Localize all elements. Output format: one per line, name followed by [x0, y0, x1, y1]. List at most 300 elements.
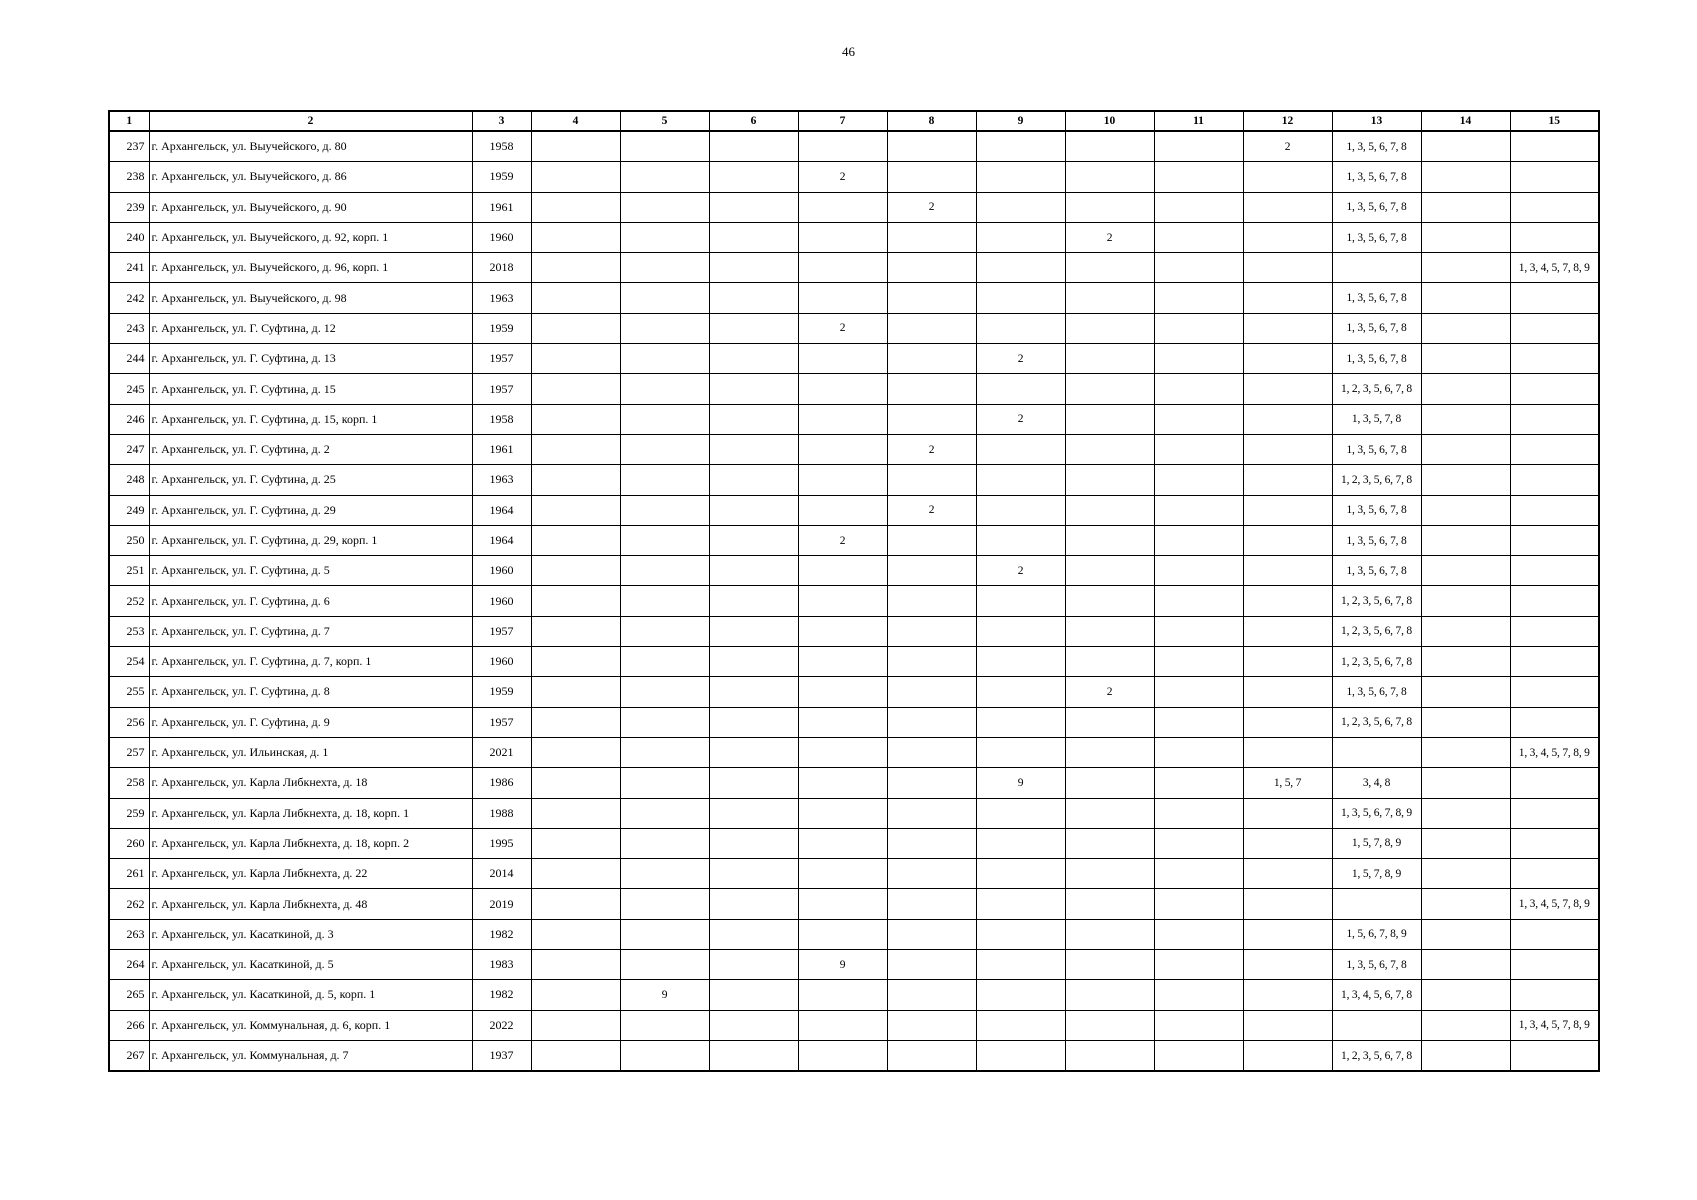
column-12-cell — [1243, 556, 1332, 586]
column-5-cell: 9 — [620, 980, 709, 1010]
column-13-cell: 1, 3, 5, 6, 7, 8 — [1332, 495, 1421, 525]
column-11-cell — [1154, 495, 1243, 525]
column-5-cell — [620, 768, 709, 798]
table-row — [109, 222, 1599, 252]
column-14-cell — [1421, 525, 1510, 555]
column-15-cell — [1510, 616, 1599, 646]
column-13-cell: 1, 3, 5, 6, 7, 8 — [1332, 525, 1421, 555]
column-7-cell — [798, 798, 887, 828]
column-7-cell — [798, 495, 887, 525]
column-10-cell — [1065, 283, 1154, 313]
column-12-cell — [1243, 1010, 1332, 1040]
column-10-cell — [1065, 737, 1154, 767]
column-10-cell — [1065, 434, 1154, 464]
year-cell: 1957 — [472, 344, 531, 374]
column-13-cell: 1, 3, 5, 6, 7, 8 — [1332, 131, 1421, 162]
table-row — [109, 434, 1599, 464]
column-9-cell: 2 — [976, 556, 1065, 586]
column-header-14: 14 — [1421, 111, 1510, 131]
column-4-cell — [531, 980, 620, 1010]
column-12-cell — [1243, 1040, 1332, 1071]
year-cell: 2022 — [472, 1010, 531, 1040]
column-13-cell: 1, 2, 3, 5, 6, 7, 8 — [1332, 465, 1421, 495]
row-number-cell: 253 — [109, 616, 149, 646]
column-12-cell — [1243, 374, 1332, 404]
column-10-cell — [1065, 192, 1154, 222]
column-14-cell — [1421, 828, 1510, 858]
column-5-cell — [620, 313, 709, 343]
column-7-cell — [798, 707, 887, 737]
column-7-cell — [798, 192, 887, 222]
column-15-cell — [1510, 344, 1599, 374]
column-12-cell — [1243, 162, 1332, 192]
column-13-cell: 1, 2, 3, 5, 6, 7, 8 — [1332, 586, 1421, 616]
column-12-cell — [1243, 495, 1332, 525]
column-9-cell — [976, 950, 1065, 980]
column-12-cell — [1243, 344, 1332, 374]
column-11-cell — [1154, 828, 1243, 858]
column-11-cell — [1154, 344, 1243, 374]
address-cell: г. Архангельск, ул. Коммунальная, д. 7 — [149, 1040, 472, 1071]
column-9-cell — [976, 616, 1065, 646]
address-cell: г. Архангельск, ул. Г. Суфтина, д. 29 — [149, 495, 472, 525]
column-7-cell — [798, 768, 887, 798]
column-8-cell — [887, 768, 976, 798]
column-8-cell — [887, 1010, 976, 1040]
column-15-cell — [1510, 465, 1599, 495]
column-13-cell: 1, 3, 5, 6, 7, 8 — [1332, 556, 1421, 586]
column-header-3: 3 — [472, 111, 531, 131]
column-12-cell — [1243, 283, 1332, 313]
column-11-cell — [1154, 404, 1243, 434]
column-5-cell — [620, 404, 709, 434]
column-6-cell — [709, 919, 798, 949]
column-8-cell: 2 — [887, 434, 976, 464]
column-9-cell — [976, 919, 1065, 949]
column-5-cell — [620, 283, 709, 313]
column-15-cell — [1510, 404, 1599, 434]
column-15-cell — [1510, 495, 1599, 525]
table-row — [109, 283, 1599, 313]
column-13-cell: 1, 3, 5, 6, 7, 8, 9 — [1332, 798, 1421, 828]
column-4-cell — [531, 313, 620, 343]
column-4-cell — [531, 131, 620, 162]
column-4-cell — [531, 495, 620, 525]
year-cell: 2019 — [472, 889, 531, 919]
column-15-cell — [1510, 980, 1599, 1010]
year-cell: 1960 — [472, 647, 531, 677]
table-row — [109, 465, 1599, 495]
column-14-cell — [1421, 768, 1510, 798]
column-11-cell — [1154, 889, 1243, 919]
column-11-cell — [1154, 434, 1243, 464]
column-5-cell — [620, 131, 709, 162]
column-11-cell — [1154, 1010, 1243, 1040]
column-6-cell — [709, 889, 798, 919]
row-number-cell: 237 — [109, 131, 149, 162]
column-5-cell — [620, 859, 709, 889]
column-13-cell — [1332, 737, 1421, 767]
address-cell: г. Архангельск, ул. Выучейского, д. 98 — [149, 283, 472, 313]
column-6-cell — [709, 586, 798, 616]
column-13-cell: 1, 2, 3, 5, 6, 7, 8 — [1332, 647, 1421, 677]
column-6-cell — [709, 798, 798, 828]
year-cell: 1959 — [472, 677, 531, 707]
column-15-cell — [1510, 374, 1599, 404]
column-5-cell — [620, 434, 709, 464]
column-11-cell — [1154, 313, 1243, 343]
column-14-cell — [1421, 465, 1510, 495]
column-8-cell — [887, 344, 976, 374]
row-number-cell: 255 — [109, 677, 149, 707]
column-11-cell — [1154, 737, 1243, 767]
column-5-cell — [620, 889, 709, 919]
column-7-cell — [798, 889, 887, 919]
column-14-cell — [1421, 253, 1510, 283]
column-8-cell — [887, 162, 976, 192]
column-10-cell — [1065, 313, 1154, 343]
column-11-cell — [1154, 374, 1243, 404]
column-14-cell — [1421, 1040, 1510, 1071]
table-row — [109, 1010, 1599, 1040]
column-4-cell — [531, 253, 620, 283]
address-cell: г. Архангельск, ул. Выучейского, д. 92, корп. 1 — [149, 222, 472, 252]
column-14-cell — [1421, 344, 1510, 374]
column-8-cell: 2 — [887, 192, 976, 222]
column-6-cell — [709, 1040, 798, 1071]
column-10-cell: 2 — [1065, 222, 1154, 252]
column-11-cell — [1154, 950, 1243, 980]
column-7-cell — [798, 859, 887, 889]
column-7-cell — [798, 737, 887, 767]
column-4-cell — [531, 344, 620, 374]
year-cell: 1988 — [472, 798, 531, 828]
column-14-cell — [1421, 313, 1510, 343]
column-15-cell — [1510, 828, 1599, 858]
column-10-cell: 2 — [1065, 677, 1154, 707]
column-6-cell — [709, 495, 798, 525]
column-10-cell — [1065, 344, 1154, 374]
column-10-cell — [1065, 525, 1154, 555]
column-15-cell: 1, 3, 4, 5, 7, 8, 9 — [1510, 253, 1599, 283]
column-5-cell — [620, 495, 709, 525]
column-4-cell — [531, 192, 620, 222]
column-7-cell — [798, 283, 887, 313]
row-number-cell: 264 — [109, 950, 149, 980]
year-cell: 1983 — [472, 950, 531, 980]
column-4-cell — [531, 889, 620, 919]
column-15-cell — [1510, 525, 1599, 555]
table-row — [109, 586, 1599, 616]
column-4-cell — [531, 1040, 620, 1071]
row-number-cell: 249 — [109, 495, 149, 525]
column-14-cell — [1421, 980, 1510, 1010]
column-12-cell — [1243, 707, 1332, 737]
column-13-cell: 1, 5, 7, 8, 9 — [1332, 828, 1421, 858]
column-11-cell — [1154, 162, 1243, 192]
column-9-cell — [976, 222, 1065, 252]
column-8-cell — [887, 283, 976, 313]
table-row — [109, 980, 1599, 1010]
column-15-cell: 1, 3, 4, 5, 7, 8, 9 — [1510, 737, 1599, 767]
column-4-cell — [531, 404, 620, 434]
column-10-cell — [1065, 707, 1154, 737]
column-11-cell — [1154, 919, 1243, 949]
column-13-cell — [1332, 889, 1421, 919]
column-13-cell: 1, 2, 3, 5, 6, 7, 8 — [1332, 707, 1421, 737]
column-11-cell — [1154, 586, 1243, 616]
address-cell: г. Архангельск, ул. Г. Суфтина, д. 8 — [149, 677, 472, 707]
column-7-cell — [798, 919, 887, 949]
row-number-cell: 252 — [109, 586, 149, 616]
address-cell: г. Архангельск, ул. Г. Суфтина, д. 13 — [149, 344, 472, 374]
column-header-7: 7 — [798, 111, 887, 131]
column-5-cell — [620, 1010, 709, 1040]
address-cell: г. Архангельск, ул. Г. Суфтина, д. 15, корп. 1 — [149, 404, 472, 434]
table-row — [109, 344, 1599, 374]
column-9-cell — [976, 495, 1065, 525]
column-8-cell — [887, 859, 976, 889]
column-9-cell: 9 — [976, 768, 1065, 798]
column-13-cell: 3, 4, 8 — [1332, 768, 1421, 798]
column-11-cell — [1154, 556, 1243, 586]
column-15-cell — [1510, 919, 1599, 949]
column-10-cell — [1065, 495, 1154, 525]
column-14-cell — [1421, 131, 1510, 162]
column-12-cell: 1, 5, 7 — [1243, 768, 1332, 798]
year-cell: 1960 — [472, 556, 531, 586]
row-number-cell: 248 — [109, 465, 149, 495]
column-10-cell — [1065, 374, 1154, 404]
column-14-cell — [1421, 1010, 1510, 1040]
column-14-cell — [1421, 162, 1510, 192]
column-9-cell — [976, 737, 1065, 767]
column-13-cell: 1, 2, 3, 5, 6, 7, 8 — [1332, 374, 1421, 404]
address-cell: г. Архангельск, ул. Карла Либкнехта, д. 18, корп. 1 — [149, 798, 472, 828]
column-11-cell — [1154, 859, 1243, 889]
column-14-cell — [1421, 798, 1510, 828]
table-row — [109, 950, 1599, 980]
column-15-cell — [1510, 434, 1599, 464]
column-8-cell — [887, 950, 976, 980]
year-cell: 1963 — [472, 283, 531, 313]
year-cell: 1986 — [472, 768, 531, 798]
column-4-cell — [531, 1010, 620, 1040]
column-13-cell: 1, 3, 5, 6, 7, 8 — [1332, 950, 1421, 980]
column-6-cell — [709, 222, 798, 252]
column-5-cell — [620, 525, 709, 555]
year-cell: 1995 — [472, 828, 531, 858]
column-7-cell — [798, 980, 887, 1010]
address-cell: г. Архангельск, ул. Карла Либкнехта, д. 18 — [149, 768, 472, 798]
address-cell: г. Архангельск, ул. Выучейского, д. 86 — [149, 162, 472, 192]
column-header-8: 8 — [887, 111, 976, 131]
column-header-2: 2 — [149, 111, 472, 131]
column-8-cell — [887, 253, 976, 283]
column-header-11: 11 — [1154, 111, 1243, 131]
column-10-cell — [1065, 768, 1154, 798]
column-9-cell — [976, 859, 1065, 889]
address-cell: г. Архангельск, ул. Г. Суфтина, д. 7, корп. 1 — [149, 647, 472, 677]
table-row — [109, 253, 1599, 283]
column-14-cell — [1421, 434, 1510, 464]
column-7-cell — [798, 647, 887, 677]
column-6-cell — [709, 253, 798, 283]
column-10-cell — [1065, 404, 1154, 434]
column-8-cell: 2 — [887, 495, 976, 525]
address-cell: г. Архангельск, ул. Г. Суфтина, д. 12 — [149, 313, 472, 343]
column-8-cell — [887, 1040, 976, 1071]
column-6-cell — [709, 980, 798, 1010]
address-cell: г. Архангельск, ул. Г. Суфтина, д. 25 — [149, 465, 472, 495]
column-6-cell — [709, 647, 798, 677]
year-cell: 2021 — [472, 737, 531, 767]
column-header-12: 12 — [1243, 111, 1332, 131]
column-11-cell — [1154, 647, 1243, 677]
column-6-cell — [709, 707, 798, 737]
column-8-cell — [887, 616, 976, 646]
column-12-cell: 2 — [1243, 131, 1332, 162]
table-row — [109, 737, 1599, 767]
year-cell: 1960 — [472, 586, 531, 616]
column-12-cell — [1243, 980, 1332, 1010]
column-12-cell — [1243, 616, 1332, 646]
column-6-cell — [709, 313, 798, 343]
header-row — [109, 111, 1599, 131]
column-5-cell — [620, 465, 709, 495]
column-15-cell: 1, 3, 4, 5, 7, 8, 9 — [1510, 889, 1599, 919]
column-9-cell — [976, 586, 1065, 616]
column-9-cell — [976, 434, 1065, 464]
address-cell: г. Архангельск, ул. Карла Либкнехта, д. 18, корп. 2 — [149, 828, 472, 858]
column-13-cell — [1332, 1010, 1421, 1040]
column-13-cell: 1, 5, 6, 7, 8, 9 — [1332, 919, 1421, 949]
column-15-cell — [1510, 162, 1599, 192]
column-header-4: 4 — [531, 111, 620, 131]
column-13-cell: 1, 3, 4, 5, 6, 7, 8 — [1332, 980, 1421, 1010]
column-14-cell — [1421, 586, 1510, 616]
year-cell: 1961 — [472, 192, 531, 222]
year-cell: 1982 — [472, 919, 531, 949]
column-12-cell — [1243, 253, 1332, 283]
column-10-cell — [1065, 1010, 1154, 1040]
table-row — [109, 647, 1599, 677]
row-number-cell: 263 — [109, 919, 149, 949]
column-9-cell — [976, 677, 1065, 707]
column-7-cell: 2 — [798, 525, 887, 555]
column-10-cell — [1065, 586, 1154, 616]
column-12-cell — [1243, 525, 1332, 555]
column-11-cell — [1154, 616, 1243, 646]
row-number-cell: 257 — [109, 737, 149, 767]
column-15-cell — [1510, 192, 1599, 222]
column-8-cell — [887, 404, 976, 434]
column-4-cell — [531, 525, 620, 555]
column-12-cell — [1243, 192, 1332, 222]
column-6-cell — [709, 434, 798, 464]
column-9-cell — [976, 313, 1065, 343]
column-8-cell — [887, 465, 976, 495]
column-15-cell — [1510, 283, 1599, 313]
address-cell: г. Архангельск, ул. Г. Суфтина, д. 15 — [149, 374, 472, 404]
year-cell: 1982 — [472, 980, 531, 1010]
column-8-cell — [887, 798, 976, 828]
column-5-cell — [620, 162, 709, 192]
column-7-cell — [798, 616, 887, 646]
column-header-6: 6 — [709, 111, 798, 131]
column-14-cell — [1421, 192, 1510, 222]
table-row — [109, 768, 1599, 798]
column-14-cell — [1421, 950, 1510, 980]
column-12-cell — [1243, 859, 1332, 889]
column-6-cell — [709, 950, 798, 980]
column-6-cell — [709, 131, 798, 162]
column-5-cell — [620, 586, 709, 616]
column-12-cell — [1243, 677, 1332, 707]
column-8-cell — [887, 374, 976, 404]
address-cell: г. Архангельск, ул. Ильинская, д. 1 — [149, 737, 472, 767]
column-4-cell — [531, 434, 620, 464]
address-cell: г. Архангельск, ул. Касаткиной, д. 5 — [149, 950, 472, 980]
column-11-cell — [1154, 1040, 1243, 1071]
column-7-cell — [798, 556, 887, 586]
column-14-cell — [1421, 404, 1510, 434]
row-number-cell: 242 — [109, 283, 149, 313]
address-cell: г. Архангельск, ул. Карла Либкнехта, д. 22 — [149, 859, 472, 889]
column-10-cell — [1065, 616, 1154, 646]
column-4-cell — [531, 162, 620, 192]
column-6-cell — [709, 525, 798, 555]
table-row — [109, 556, 1599, 586]
column-4-cell — [531, 222, 620, 252]
column-13-cell: 1, 3, 5, 7, 8 — [1332, 404, 1421, 434]
column-12-cell — [1243, 404, 1332, 434]
column-9-cell — [976, 374, 1065, 404]
column-15-cell — [1510, 859, 1599, 889]
address-cell: г. Архангельск, ул. Г. Суфтина, д. 2 — [149, 434, 472, 464]
year-cell: 2014 — [472, 859, 531, 889]
row-number-cell: 265 — [109, 980, 149, 1010]
column-10-cell — [1065, 647, 1154, 677]
column-4-cell — [531, 374, 620, 404]
address-cell: г. Архангельск, ул. Касаткиной, д. 3 — [149, 919, 472, 949]
year-cell: 1937 — [472, 1040, 531, 1071]
address-cell: г. Архангельск, ул. Выучейского, д. 90 — [149, 192, 472, 222]
table-row — [109, 919, 1599, 949]
column-6-cell — [709, 404, 798, 434]
row-number-cell: 254 — [109, 647, 149, 677]
column-7-cell — [798, 131, 887, 162]
address-cell: г. Архангельск, ул. Г. Суфтина, д. 9 — [149, 707, 472, 737]
column-13-cell: 1, 2, 3, 5, 6, 7, 8 — [1332, 616, 1421, 646]
year-cell: 1960 — [472, 222, 531, 252]
column-14-cell — [1421, 889, 1510, 919]
column-5-cell — [620, 556, 709, 586]
table-row — [109, 374, 1599, 404]
address-cell: г. Архангельск, ул. Г. Суфтина, д. 7 — [149, 616, 472, 646]
address-cell: г. Архангельск, ул. Коммунальная, д. 6, корп. 1 — [149, 1010, 472, 1040]
column-5-cell — [620, 798, 709, 828]
column-5-cell — [620, 1040, 709, 1071]
column-15-cell — [1510, 768, 1599, 798]
column-5-cell — [620, 707, 709, 737]
address-cell: г. Архангельск, ул. Выучейского, д. 80 — [149, 131, 472, 162]
table-row — [109, 404, 1599, 434]
column-9-cell — [976, 798, 1065, 828]
column-10-cell — [1065, 556, 1154, 586]
column-12-cell — [1243, 222, 1332, 252]
year-cell: 1963 — [472, 465, 531, 495]
